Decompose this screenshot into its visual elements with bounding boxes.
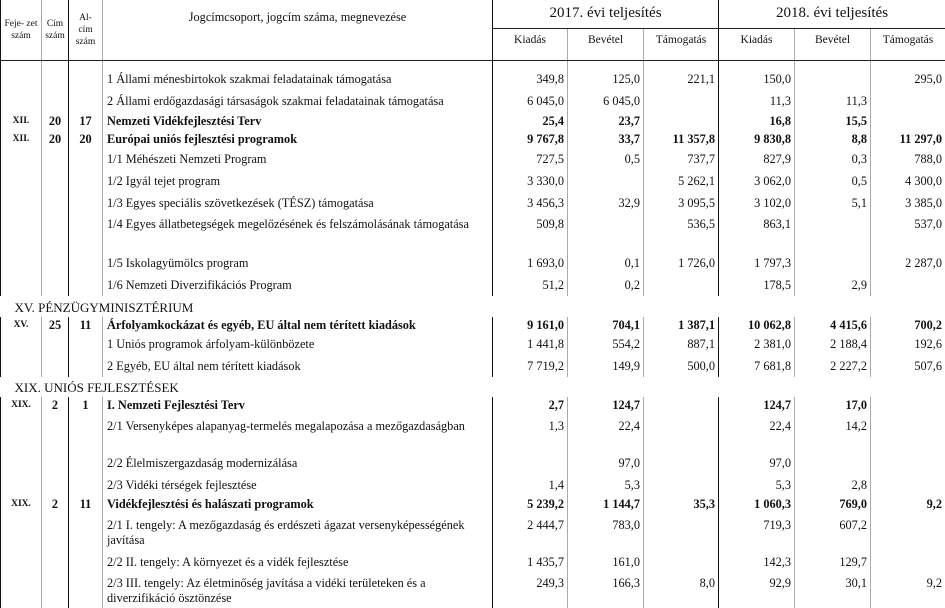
bevetel-2018-cell: 4 415,6 <box>795 317 871 336</box>
cim-cell <box>42 551 69 573</box>
tamogatas-2017-cell <box>644 90 719 112</box>
alcim-cell <box>69 150 103 170</box>
subheader-kiadás-2017: Kiadás <box>493 28 568 60</box>
fejezet-cell: XII. <box>1 132 42 150</box>
subheader-támogatás-2018: Támogatás <box>871 28 945 60</box>
alcim-cell <box>69 60 103 90</box>
tamogatas-2017-cell: 500,0 <box>644 355 719 377</box>
table-row <box>1 90 945 112</box>
kiadas-2018-cell: 1 060,3 <box>719 496 795 515</box>
tamogatas-2018-cell <box>871 416 945 452</box>
subheader-támogatás-2017: Támogatás <box>644 28 719 60</box>
tamogatas-2018-cell: 507,6 <box>871 355 945 377</box>
table-row <box>1 150 945 170</box>
cim-cell <box>42 452 69 474</box>
subheader-kiadás-2018: Kiadás <box>719 28 795 60</box>
kiadas-2018-cell: 719,3 <box>719 515 795 551</box>
kiadas-2017-cell: 25,4 <box>493 112 568 132</box>
kiadas-2017-cell: 9 767,8 <box>493 132 568 150</box>
table-row <box>1 515 945 551</box>
table-row <box>1 214 945 252</box>
kiadas-2017-cell: 51,2 <box>493 274 568 296</box>
cim-cell <box>42 355 69 377</box>
fejezet-cell <box>1 90 42 112</box>
table-row <box>1 317 945 336</box>
item-name: Európai uniós fejlesztési programok <box>103 132 493 150</box>
fejezet-cell <box>1 252 42 274</box>
item-name: 1 Uniós programok árfolyam-különbözete <box>103 336 493 355</box>
tamogatas-2017-cell: 3 095,5 <box>644 192 719 214</box>
kiadas-2017-cell: 1 693,0 <box>493 252 568 274</box>
item-name: 1/2 Igyál tejet program <box>103 170 493 192</box>
fejezet-cell <box>1 515 42 551</box>
table-row <box>1 496 945 515</box>
kiadas-2017-cell: 9 161,0 <box>493 317 568 336</box>
kiadas-2018-cell: 2 381,0 <box>719 336 795 355</box>
kiadas-2017-cell: 509,8 <box>493 214 568 252</box>
kiadas-2018-cell: 3 102,0 <box>719 192 795 214</box>
item-name: 2/2 Élelmiszergazdaság modernizálása <box>103 452 493 474</box>
kiadas-2018-cell: 97,0 <box>719 452 795 474</box>
fejezet-cell: XIX. <box>1 397 42 416</box>
table-row <box>1 192 945 214</box>
cim-cell <box>42 274 69 296</box>
bevetel-2017-cell: 6 045,0 <box>568 90 644 112</box>
item-name: 2/3 Vidéki térségek fejlesztése <box>103 474 493 496</box>
kiadas-2017-cell: 7 719,2 <box>493 355 568 377</box>
kiadas-2017-cell: 6 045,0 <box>493 90 568 112</box>
alcim-cell: 11 <box>69 317 103 336</box>
bevetel-2017-cell: 23,7 <box>568 112 644 132</box>
tamogatas-2018-cell <box>871 515 945 551</box>
kiadas-2017-cell: 727,5 <box>493 150 568 170</box>
tamogatas-2017-cell: 35,3 <box>644 496 719 515</box>
kiadas-2017-cell: 5 239,2 <box>493 496 568 515</box>
kiadas-2017-cell: 349,8 <box>493 60 568 90</box>
section-title: XV. PÉNZÜGYMINISZTÉRIUM <box>14 300 194 315</box>
tamogatas-2017-cell: 737,7 <box>644 150 719 170</box>
bevetel-2018-cell <box>795 452 871 474</box>
bevetel-2017-cell <box>568 214 644 252</box>
alcim-cell <box>69 474 103 496</box>
bevetel-2018-cell: 30,1 <box>795 573 871 608</box>
cim-cell <box>42 416 69 452</box>
kiadas-2018-cell: 11,3 <box>719 90 795 112</box>
tamogatas-2018-cell <box>871 551 945 573</box>
bevetel-2018-cell: 607,2 <box>795 515 871 551</box>
bevetel-2018-cell: 129,7 <box>795 551 871 573</box>
tamogatas-2017-cell: 5 262,1 <box>644 170 719 192</box>
bevetel-2018-cell: 2,9 <box>795 274 871 296</box>
bevetel-2017-cell: 0,1 <box>568 252 644 274</box>
bevetel-2017-cell: 166,3 <box>568 573 644 608</box>
kiadas-2018-cell: 7 681,8 <box>719 355 795 377</box>
bevetel-2017-cell: 33,7 <box>568 132 644 150</box>
header-name: Jogcímcsoport, jogcím száma, megnevezése <box>103 0 493 60</box>
table-row <box>1 551 945 573</box>
kiadas-2018-cell: 22,4 <box>719 416 795 452</box>
table-row <box>1 60 945 90</box>
item-name: 2/2 II. tengely: A környezet és a vidék fejlesztése <box>103 551 493 573</box>
bevetel-2018-cell: 8,8 <box>795 132 871 150</box>
fejezet-cell <box>1 192 42 214</box>
cim-cell <box>42 515 69 551</box>
bevetel-2017-cell: 97,0 <box>568 452 644 474</box>
item-name: 2 Egyéb, EU által nem térített kiadások <box>103 355 493 377</box>
fejezet-cell <box>1 214 42 252</box>
cim-cell <box>42 252 69 274</box>
tamogatas-2017-cell <box>644 551 719 573</box>
header-year-2017: 2017. évi teljesítés <box>493 0 719 28</box>
bevetel-2017-cell: 124,7 <box>568 397 644 416</box>
bevetel-2018-cell <box>795 60 871 90</box>
kiadas-2017-cell: 3 330,0 <box>493 170 568 192</box>
tamogatas-2018-cell: 9,2 <box>871 573 945 608</box>
tamogatas-2017-cell: 11 357,8 <box>644 132 719 150</box>
alcim-cell: 17 <box>69 112 103 132</box>
kiadas-2017-cell: 2,7 <box>493 397 568 416</box>
cim-cell: 25 <box>42 317 69 336</box>
kiadas-2018-cell: 827,9 <box>719 150 795 170</box>
section-title: XIX. UNIÓS FEJLESZTÉSEK <box>14 380 179 395</box>
alcim-cell <box>69 416 103 452</box>
kiadas-2018-cell: 16,8 <box>719 112 795 132</box>
bevetel-2018-cell: 2 188,4 <box>795 336 871 355</box>
alcim-cell <box>69 573 103 608</box>
fejezet-cell: XII. <box>1 112 42 132</box>
bevetel-2018-cell <box>795 252 871 274</box>
kiadas-2017-cell: 1,3 <box>493 416 568 452</box>
alcim-cell: 20 <box>69 132 103 150</box>
tamogatas-2018-cell: 3 385,0 <box>871 192 945 214</box>
fejezet-cell <box>1 150 42 170</box>
alcim-cell <box>69 452 103 474</box>
cim-cell: 20 <box>42 132 69 150</box>
table-row <box>1 452 945 474</box>
alcim-cell: 1 <box>69 397 103 416</box>
kiadas-2018-cell: 5,3 <box>719 474 795 496</box>
tamogatas-2017-cell: 1 387,1 <box>644 317 719 336</box>
bevetel-2018-cell: 15,5 <box>795 112 871 132</box>
bevetel-2017-cell <box>568 170 644 192</box>
fejezet-cell <box>1 355 42 377</box>
bevetel-2018-cell: 11,3 <box>795 90 871 112</box>
table-row <box>1 474 945 496</box>
item-name: 1/5 Iskolagyümölcs program <box>103 252 493 274</box>
fejezet-cell <box>1 416 42 452</box>
kiadas-2018-cell: 124,7 <box>719 397 795 416</box>
item-name: 1/1 Méhészeti Nemzeti Program <box>103 150 493 170</box>
kiadas-2017-cell: 3 456,3 <box>493 192 568 214</box>
kiadas-2017-cell: 249,3 <box>493 573 568 608</box>
kiadas-2017-cell <box>493 452 568 474</box>
alcim-cell <box>69 192 103 214</box>
table-row <box>1 573 945 608</box>
tamogatas-2017-cell <box>644 274 719 296</box>
bevetel-2017-cell: 0,2 <box>568 274 644 296</box>
table-row <box>1 336 945 355</box>
fejezet-cell <box>1 60 42 90</box>
kiadas-2018-cell: 178,5 <box>719 274 795 296</box>
tamogatas-2018-cell: 11 297,0 <box>871 132 945 150</box>
bevetel-2018-cell: 0,3 <box>795 150 871 170</box>
item-name: 2/1 Versenyképes alapanyag-termelés megalapozása a mezőgazdaságban <box>103 416 493 452</box>
bevetel-2017-cell: 554,2 <box>568 336 644 355</box>
cim-cell <box>42 90 69 112</box>
tamogatas-2017-cell <box>644 515 719 551</box>
item-name: 1/4 Egyes állatbetegségek megelőzésének és felszámolásának támogatása <box>103 214 493 252</box>
table-row <box>1 132 945 150</box>
tamogatas-2017-cell: 8,0 <box>644 573 719 608</box>
fejezet-cell <box>1 474 42 496</box>
item-name: Árfolyamkockázat és egyéb, EU által nem térített kiadások <box>103 317 493 336</box>
alcim-cell: 11 <box>69 496 103 515</box>
cim-cell <box>42 170 69 192</box>
table-row <box>1 355 945 377</box>
alcim-cell <box>69 336 103 355</box>
tamogatas-2018-cell <box>871 452 945 474</box>
kiadas-2017-cell: 1 435,7 <box>493 551 568 573</box>
bevetel-2017-cell: 783,0 <box>568 515 644 551</box>
alcim-cell <box>69 274 103 296</box>
bevetel-2017-cell: 22,4 <box>568 416 644 452</box>
kiadas-2018-cell: 150,0 <box>719 60 795 90</box>
tamogatas-2018-cell: 192,6 <box>871 336 945 355</box>
cim-cell <box>42 150 69 170</box>
cim-cell: 2 <box>42 397 69 416</box>
tamogatas-2018-cell: 700,2 <box>871 317 945 336</box>
alcim-cell <box>69 551 103 573</box>
item-name: 1 Állami ménesbirtokok szakmai feladatainak támogatása <box>103 60 493 90</box>
tamogatas-2018-cell: 9,2 <box>871 496 945 515</box>
kiadas-2018-cell: 3 062,0 <box>719 170 795 192</box>
kiadas-2017-cell: 1,4 <box>493 474 568 496</box>
bevetel-2017-cell: 704,1 <box>568 317 644 336</box>
table-row <box>1 170 945 192</box>
tamogatas-2017-cell <box>644 397 719 416</box>
kiadas-2018-cell: 10 062,8 <box>719 317 795 336</box>
alcim-cell <box>69 90 103 112</box>
header-alcim: Al- cím szám <box>69 0 103 60</box>
fejezet-cell <box>1 452 42 474</box>
tamogatas-2017-cell <box>644 112 719 132</box>
alcim-cell <box>69 252 103 274</box>
bevetel-2017-cell: 125,0 <box>568 60 644 90</box>
item-name: 2/3 III. tengely: Az életminőség javítása a vidéki területeken és a diverzifikáció ösztönzése <box>103 573 493 608</box>
tamogatas-2018-cell <box>871 274 945 296</box>
tamogatas-2018-cell <box>871 474 945 496</box>
bevetel-2018-cell: 5,1 <box>795 192 871 214</box>
cim-cell: 2 <box>42 496 69 515</box>
bevetel-2018-cell: 17,0 <box>795 397 871 416</box>
cim-cell <box>42 214 69 252</box>
item-name: 1/6 Nemzeti Diverzifikációs Program <box>103 274 493 296</box>
bevetel-2018-cell: 0,5 <box>795 170 871 192</box>
tamogatas-2018-cell: 2 287,0 <box>871 252 945 274</box>
bevetel-2017-cell: 0,5 <box>568 150 644 170</box>
bevetel-2018-cell <box>795 214 871 252</box>
header-fejezet: Feje- zet szám <box>1 0 42 60</box>
cim-cell <box>42 192 69 214</box>
table-row <box>1 252 945 274</box>
table-row <box>1 274 945 296</box>
item-name: 1/3 Egyes speciális szövetkezések (TÉSZ) támogatása <box>103 192 493 214</box>
bevetel-2018-cell: 2,8 <box>795 474 871 496</box>
item-name: 2 Állami erdőgazdasági társaságok szakmai feladatainak támogatása <box>103 90 493 112</box>
kiadas-2017-cell: 2 444,7 <box>493 515 568 551</box>
bevetel-2017-cell: 149,9 <box>568 355 644 377</box>
bevetel-2018-cell: 2 227,2 <box>795 355 871 377</box>
bevetel-2017-cell: 5,3 <box>568 474 644 496</box>
header-year-2018: 2018. évi teljesítés <box>719 0 945 28</box>
item-name: Nemzeti Vidékfejlesztési Terv <box>103 112 493 132</box>
kiadas-2018-cell: 1 797,3 <box>719 252 795 274</box>
fejezet-cell <box>1 170 42 192</box>
bevetel-2017-cell: 32,9 <box>568 192 644 214</box>
bevetel-2018-cell: 769,0 <box>795 496 871 515</box>
table-row <box>1 112 945 132</box>
kiadas-2017-cell: 1 441,8 <box>493 336 568 355</box>
cim-cell: 20 <box>42 112 69 132</box>
cim-cell <box>42 60 69 90</box>
section-header-row <box>1 377 945 397</box>
kiadas-2018-cell: 142,3 <box>719 551 795 573</box>
item-name: I. Nemzeti Fejlesztési Terv <box>103 397 493 416</box>
subheader-bevétel-2017: Bevétel <box>568 28 644 60</box>
fejezet-cell: XV. <box>1 317 42 336</box>
tamogatas-2017-cell: 536,5 <box>644 214 719 252</box>
kiadas-2018-cell: 9 830,8 <box>719 132 795 150</box>
section-header-row <box>1 296 945 317</box>
subheader-bevétel-2018: Bevétel <box>795 28 871 60</box>
item-name: Vidékfejlesztési és halászati programok <box>103 496 493 515</box>
item-name: 2/1 I. tengely: A mezőgazdaság és erdészeti ágazat versenyképességének javítása <box>103 515 493 551</box>
tamogatas-2017-cell <box>644 452 719 474</box>
tamogatas-2017-cell: 1 726,0 <box>644 252 719 274</box>
tamogatas-2018-cell <box>871 397 945 416</box>
tamogatas-2018-cell <box>871 90 945 112</box>
tamogatas-2018-cell: 537,0 <box>871 214 945 252</box>
table-row <box>1 397 945 416</box>
fejezet-cell <box>1 573 42 608</box>
cim-cell <box>42 336 69 355</box>
bevetel-2018-cell: 14,2 <box>795 416 871 452</box>
kiadas-2018-cell: 92,9 <box>719 573 795 608</box>
alcim-cell <box>69 515 103 551</box>
fejezet-cell <box>1 336 42 355</box>
fejezet-cell <box>1 551 42 573</box>
tamogatas-2017-cell <box>644 474 719 496</box>
tamogatas-2018-cell: 788,0 <box>871 150 945 170</box>
tamogatas-2018-cell <box>871 112 945 132</box>
cim-cell <box>42 474 69 496</box>
cim-cell <box>42 573 69 608</box>
alcim-cell <box>69 170 103 192</box>
table-row <box>1 416 945 452</box>
alcim-cell <box>69 214 103 252</box>
tamogatas-2018-cell: 4 300,0 <box>871 170 945 192</box>
tamogatas-2018-cell: 295,0 <box>871 60 945 90</box>
header-cim: Cím szám <box>42 0 69 60</box>
kiadas-2018-cell: 863,1 <box>719 214 795 252</box>
tamogatas-2017-cell: 221,1 <box>644 60 719 90</box>
alcim-cell <box>69 355 103 377</box>
bevetel-2017-cell: 161,0 <box>568 551 644 573</box>
tamogatas-2017-cell: 887,1 <box>644 336 719 355</box>
fejezet-cell <box>1 274 42 296</box>
fejezet-cell: XIX. <box>1 496 42 515</box>
bevetel-2017-cell: 1 144,7 <box>568 496 644 515</box>
tamogatas-2017-cell <box>644 416 719 452</box>
